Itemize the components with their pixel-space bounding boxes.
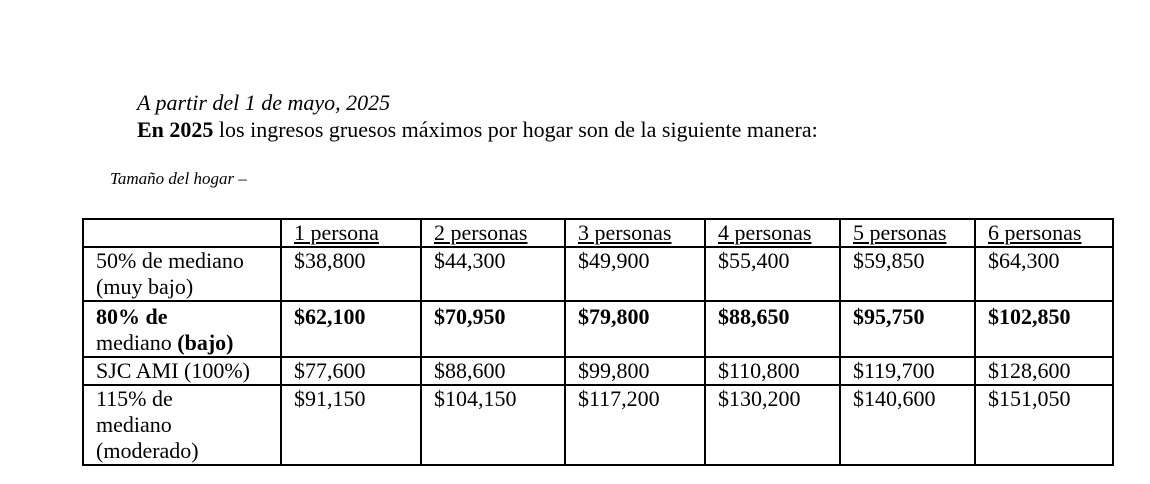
- table-cell: $64,300: [975, 247, 1113, 301]
- table-cell: $119,700: [840, 357, 975, 385]
- table-row-ami: [83, 357, 1113, 385]
- table-cell: $91,150: [281, 385, 421, 465]
- table-cell: $102,850: [975, 301, 1113, 357]
- table-cell: $128,600: [975, 357, 1113, 385]
- effective-date: A partir del 1 de mayo, 2025: [137, 90, 391, 115]
- column-header-2-persons: 2 personas: [421, 219, 565, 247]
- row-label: 80% de mediano (bajo): [83, 301, 281, 357]
- household-size-caption: Tamaño del hogar –: [110, 169, 247, 188]
- table-cell: $77,600: [281, 357, 421, 385]
- column-header-3-persons: 3 personas: [565, 219, 705, 247]
- table-cell: $79,800: [565, 301, 705, 357]
- table-cell: $49,900: [565, 247, 705, 301]
- row-label: SJC AMI (100%): [83, 357, 281, 385]
- table-cell: $99,800: [565, 357, 705, 385]
- table-cell: $95,750: [840, 301, 975, 357]
- table-cell: $88,650: [705, 301, 840, 357]
- table-row-low: [83, 301, 1113, 357]
- table-cell: $117,200: [565, 385, 705, 465]
- table-header-row: [83, 219, 1113, 247]
- column-header-1-person: 1 persona: [281, 219, 421, 247]
- table-cell: $110,800: [705, 357, 840, 385]
- table-cell: $59,850: [840, 247, 975, 301]
- table-cell: $140,600: [840, 385, 975, 465]
- table-cell: $55,400: [705, 247, 840, 301]
- table-cell: $88,600: [421, 357, 565, 385]
- table-cell: $130,200: [705, 385, 840, 465]
- intro-year: En 2025: [137, 117, 214, 142]
- table-cell: $38,800: [281, 247, 421, 301]
- column-header-6-persons: 6 personas: [975, 219, 1113, 247]
- row-label: 115% de mediano (moderado): [83, 385, 281, 465]
- column-header-5-persons: 5 personas: [840, 219, 975, 247]
- header-corner-cell: [83, 219, 281, 247]
- intro-text: los ingresos gruesos máximos por hogar son de la siguiente manera:: [213, 117, 818, 142]
- column-header-4-persons: 4 personas: [705, 219, 840, 247]
- table-cell: $44,300: [421, 247, 565, 301]
- row-label: 50% de mediano (muy bajo): [83, 247, 281, 301]
- table-cell: $151,050: [975, 385, 1113, 465]
- intro-sentence: [137, 116, 818, 144]
- table-cell: $62,100: [281, 301, 421, 357]
- income-limits-table: [82, 218, 1114, 466]
- table-cell: $104,150: [421, 385, 565, 465]
- table-cell: $70,950: [421, 301, 565, 357]
- table-row-moderate: [83, 385, 1113, 465]
- table-row-very-low: [83, 247, 1113, 301]
